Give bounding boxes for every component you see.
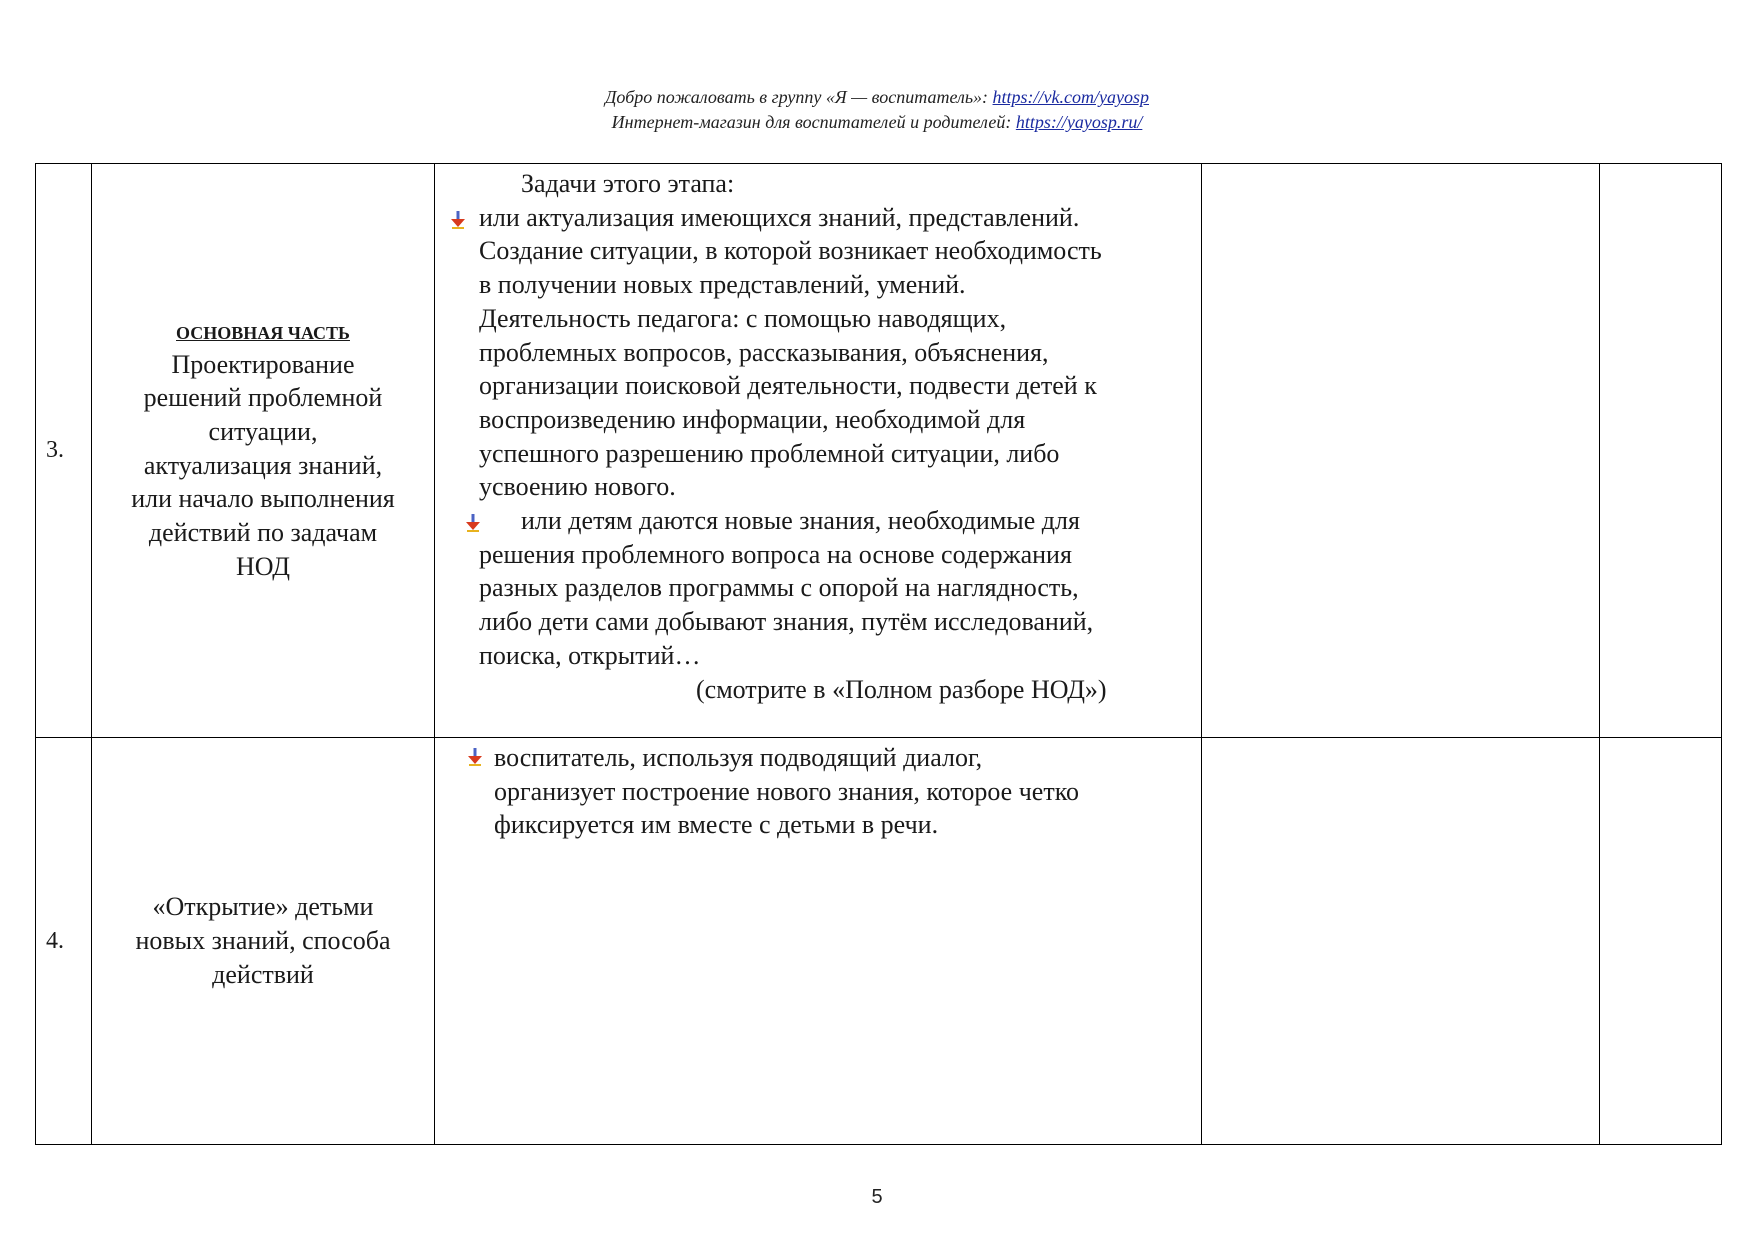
vk-group-link[interactable]: https://vk.com/yayosp — [992, 87, 1149, 107]
bullet-line: фиксируется им вместе с детьми в речи. — [494, 810, 939, 840]
bullet-item — [479, 201, 1201, 504]
bullet-item — [479, 504, 1201, 673]
content-cell — [435, 164, 1202, 738]
bullet-line: Создание ситуации, в которой возникает необходимость — [479, 236, 1102, 266]
stage-line: действий по задачам — [148, 518, 378, 548]
bullet-line: Деятельность педагога: с помощью наводящих, — [479, 303, 1007, 333]
page-header — [0, 85, 1754, 135]
stage-line: актуализация знаний, — [143, 450, 383, 480]
row-number: 3. — [36, 164, 92, 738]
bullet-line: в получении новых представлений, умений. — [479, 270, 966, 300]
stage-cell — [92, 738, 435, 1145]
page-number: 5 — [871, 1186, 883, 1208]
header-shop-text: Интернет-магазин для воспитателей и родителей: — [611, 112, 1012, 132]
header-line-1 — [0, 85, 1754, 110]
stage-line: или начало выполнения — [131, 484, 395, 514]
arrow-bullet-icon — [450, 211, 466, 229]
content-cell — [435, 738, 1202, 1145]
bullet-line: решения проблемного вопроса на основе содержания — [479, 539, 1072, 569]
stage-line: ситуации, — [208, 416, 318, 446]
bullet-line: проблемных вопросов, рассказывания, объяснения, — [479, 337, 1049, 367]
arrow-bullet-icon — [465, 514, 481, 532]
arrow-bullet-icon — [467, 748, 483, 766]
header-line-2 — [0, 110, 1754, 135]
stage-line: новых знаний, способа — [135, 926, 391, 956]
bullet-line: разных разделов программы с опорой на наглядность, — [479, 573, 1079, 603]
bullet-line: или детям даются новые знания, необходимые для — [521, 506, 1080, 536]
stage-line: НОД — [236, 551, 290, 581]
bullet-line: усвоению нового. — [479, 472, 676, 502]
bullet-line: организует построение нового знания, которое четко — [494, 776, 1079, 806]
bullet-line: либо дети сами добывают знания, путём исследований, — [479, 607, 1094, 637]
tasks-intro: Задачи этого этапа: — [521, 169, 735, 198]
bullet-line: успешного разрешению проблемной ситуации, либо — [479, 438, 1060, 468]
stage-line: решений проблемной — [143, 383, 383, 413]
lesson-plan-table — [35, 163, 1722, 1145]
table-row — [36, 164, 1722, 738]
stage-line: действий — [212, 959, 314, 989]
stage-line: «Открытие» детьми — [152, 892, 374, 922]
bullet-item — [435, 738, 1201, 842]
reference-note: (смотрите в «Полном разборе НОД») — [696, 674, 1107, 704]
table-row — [36, 738, 1722, 1145]
stage-line: Проектирование — [171, 349, 355, 379]
empty-cell — [1600, 738, 1722, 1145]
bullet-line: воспитатель, используя подводящий диалог, — [494, 743, 983, 772]
bullet-line: или актуализация имеющихся знаний, представлений. — [479, 202, 1080, 232]
empty-cell — [1202, 738, 1600, 1145]
row-number: 4. — [36, 738, 92, 1145]
main-part-heading: ОСНОВНАЯ ЧАСТЬ — [176, 322, 350, 343]
bullet-line: воспроизведению информации, необходимой для — [479, 404, 1026, 434]
bullet-line: организации поисковой деятельности, подвести детей к — [479, 371, 1097, 401]
empty-cell — [1600, 164, 1722, 738]
shop-link[interactable]: https://yayosp.ru/ — [1015, 112, 1143, 132]
empty-cell — [1202, 164, 1600, 738]
header-group-text: Добро пожаловать в группу «Я — воспитатель»: — [604, 87, 989, 107]
bullet-line: поиска, открытий… — [479, 640, 701, 670]
stage-cell — [92, 164, 435, 738]
